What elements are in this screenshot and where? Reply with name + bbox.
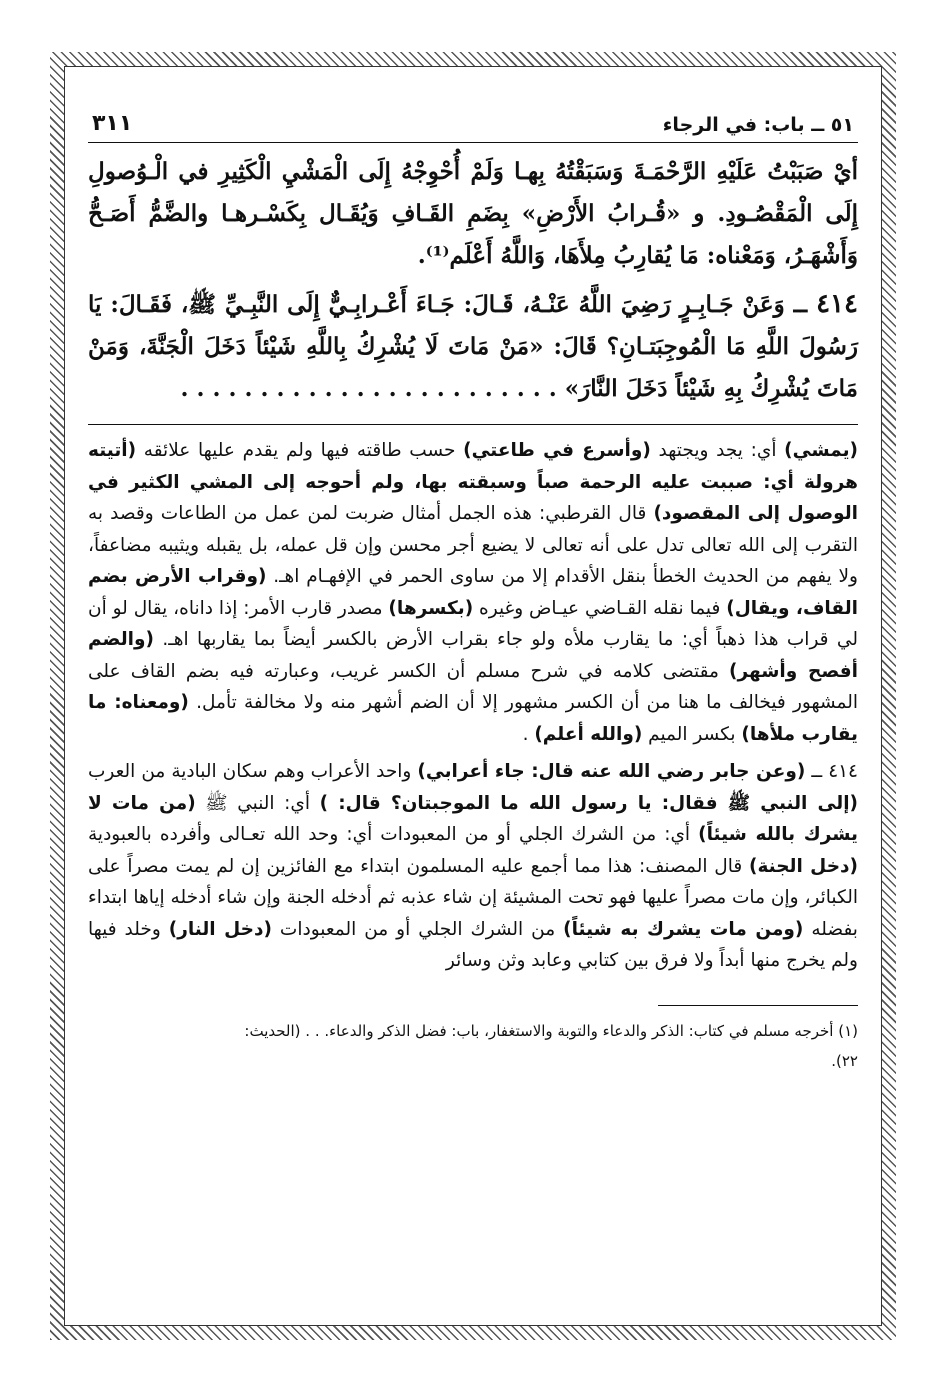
- commentary-text: حسب طاقته فيها ولم يقدم عليها علائقه: [136, 440, 464, 461]
- commentary-quoted-text: (وقراب الأرض بضم القاف، ويقال): [88, 566, 858, 619]
- commentary-text: واحد الأعراب وهم سكان البادية من العرب: [88, 761, 418, 782]
- commentary-quoted-text: (يمشي): [784, 440, 858, 461]
- separator-rule: [88, 424, 858, 425]
- hadith-paragraph: [88, 283, 858, 410]
- commentary-quoted-text: (والله أعلم): [534, 723, 643, 745]
- commentary-text: .: [522, 723, 535, 745]
- commentary-text: مقتضى كلامه في شرح مسلم أن الكسر غريب، وعبارته فيه بضم القاف على المشهور فيخالف ما هنا من أن الكسر مشهور إلا أن الضم أشهر منه ولا مخالفة تأمل.: [88, 660, 858, 713]
- hadith-number: ٤١٤: [816, 289, 858, 319]
- commentary-paragraph: [88, 435, 858, 750]
- commentary-quoted-text: (ومعناه: ما يقارب ملأها): [88, 692, 858, 745]
- commentary-text: بكسر الميم: [642, 723, 742, 745]
- commentary-text: أي: يجد ويجتهد: [650, 440, 785, 461]
- commentary-quoted-text: (دخل النار): [168, 918, 272, 940]
- commentary-quoted-text: (ومن مات يشرك به شيئاً): [563, 918, 804, 940]
- footnote-line: (١) أخرجه مسلم في كتاب: الذكر والدعاء والتوبة والاستغفار، باب: فضل الذكر والدعاء. . . (الحديث:: [244, 1021, 858, 1040]
- commentary-text: أي: النبي ﷺ: [195, 792, 320, 814]
- commentary-text: وخلد فيها ولم يخرج منها أبداً ولا فرق بين كتابي وعابد وثن وسائر: [88, 918, 858, 971]
- footnote-rule: [658, 1005, 858, 1006]
- commentary-text: قال المصنف: هذا مما أجمع عليه المسلمون ابتداء مع الفائزين إن لم يمت مصراً على الكبائر، وإن مات مصراً عليها فهو تحت المشيئة إن شاء عذبه ثم أدخله الجنة وإن شاء أدخله إياها ابتداء بفضله: [88, 855, 858, 940]
- commentary-text: قال القرطبي: هذه الجمل أمثال ضربت لمن عمل من الطاعات وقصد به التقرب إلى الله تعالى تدل على أنه تعالى لا يضيع أجر محسن وإن قل عمله، بل يقبله ويثيبه مضاعفاً، ولا يفهم من الحديث الخطأ بنقل الأقدام إلا من ساوى الحمر في الإفهـام اهـ.: [88, 503, 858, 587]
- commentary-quoted-text: (بكسرها): [388, 597, 474, 619]
- commentary-quoted-text: (أتيته هرولة أي: صببت عليه الرحمة صباً وسبقته بها، ولم أحوجه إلى المشي الكثير في الوصول إلى المقصود): [88, 440, 858, 524]
- book-page: [88, 100, 858, 1320]
- commentary-quoted-text: (وأسرع في طاعتي): [463, 440, 651, 461]
- running-title: ٥١ ــ باب: في الرجاء: [662, 114, 854, 136]
- commentary-quoted-text: (من مات لا يشرك بالله شيئاً): [88, 792, 858, 845]
- footnote: [88, 1016, 858, 1076]
- commentary-text: ٤١٤ ــ: [805, 761, 858, 782]
- page-header: [88, 100, 858, 143]
- footnote-line: ٢٢).: [831, 1051, 858, 1070]
- main-text: [88, 151, 858, 410]
- commentary-quoted-text: (إلى النبي ﷺ فقال: يا رسول الله ما الموجبتان؟ قال: ): [319, 792, 858, 814]
- hadith-text: ــ وَعَنْ جَـابِـرٍ رَضِيَ اللَّهُ عَنْـهُ، قَـالَ: جَـاءَ أَعْـرابِـيٌّ إِلَى النَّبِـيِّ ﷺ، فَقَـالَ: يَا رَسُولَ اللَّهِ مَا الْمُوجِبَتـانِ؟ قَالَ: «مَنْ مَاتَ لَا يُشْرِكُ بِاللَّهِ شَيْئاً دَخَلَ الْجَنَّةَ، وَمَنْ مَاتَ يُشْرِكُ بِهِ شَيْئاً دَخَلَ النَّارَ» . . . . . . . . . . . . . . . . . . . . . . . .: [88, 291, 858, 402]
- commentary-text: من الشرك الجلي أو من المعبودات: [271, 918, 564, 940]
- commentary-quoted-text: (دخل الجنة): [748, 855, 858, 877]
- commentary-text: أي: من الشرك الجلي أو من المعبودات أي: وحد الله تعـالى وأفرده بالعبودية: [88, 824, 699, 845]
- page-number: ٣١١: [92, 111, 133, 136]
- matn-paragraph: أيْ صَبَبْتُ عَلَيْهِ الرَّحْمَـةَ وَسَبَقْتُهُ بِهـا وَلَمْ أُحْوِجْهُ إِلَى الْمَشْيِ الْكَثِيرِ في الْـوُصولِ إِلَى الْمَقْصُـودِ. و «قُـرابُ الأَرْضِ» بِضَمِ القَـافِ وَيُقَـال بِكَسْـرهـا والضَّمُّ أَصَـحُّ وَأَشْهَـرُ، وَمَعْناه: مَا يُقارِبُ مِلأَهَا، وَاللَّهُ أَعْلَم⁽¹⁾.: [88, 158, 858, 269]
- commentary-paragraph: [88, 756, 858, 977]
- commentary: [88, 435, 858, 977]
- commentary-quoted-text: (والضم أفصح وأشهر): [88, 629, 858, 682]
- commentary-text: فيما نقله القـاضي عيـاض وغيره: [473, 597, 727, 619]
- commentary-quoted-text: (وعن جابر رضي الله عنه قال: جاء أعرابي): [417, 761, 806, 782]
- commentary-text: مصدر قارب الأمر: إذا داناه، يقال لو أن لي قراب هذا ذهباً أي: ما يقارب ملأه ولو جاء بقراب الأرض بالكسر أيضاً بما يقاربها اهـ.: [88, 597, 858, 650]
